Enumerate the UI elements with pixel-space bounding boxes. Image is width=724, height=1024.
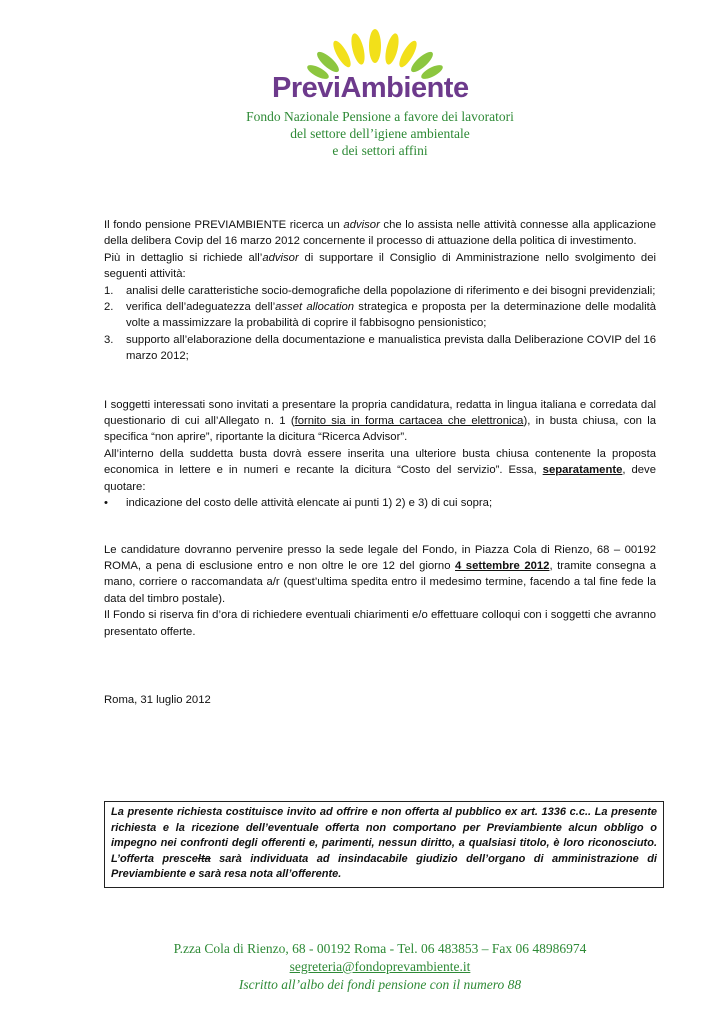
list-item: 2. verifica dell’adeguatezza dell’asset allocation strategica e proposta per la determinazione delle modalità volte a massimizzare la probabilità di coprire il fabbisogno pensionistico; <box>104 301 656 330</box>
cost-list <box>104 495 656 511</box>
footer-email-link[interactable]: segreteria@fondoprevambiente.it <box>289 959 471 974</box>
paragraph-submission: I soggetti interessati sono invitati a presentare la propria candidatura, redatta in lingua italiana e corredata dal questionario di cui all’Allegato n. 1 (fornito sia in forma cartacea che elettronica), in busta chiusa, con la specifica “non aprire”, riportante la dicitura “Ricerca Advisor”. <box>104 398 656 444</box>
footer <box>0 940 724 994</box>
paragraph-details: Più in dettaglio si richiede all’advisor di supportare il Consiglio di Amministrazione nello svolgimento dei seguenti attività: <box>104 251 656 281</box>
paragraph-reservation: Il Fondo si riserva fin d’ora di richiedere eventuali chiarimenti e/o effettuare colloqui con i soggetti che avranno presentato offerte. <box>104 609 656 638</box>
header-line-3: e dei settori affini <box>332 143 428 158</box>
header-line-2: del settore dell’igiene ambientale <box>290 126 470 141</box>
footer-register: Iscritto all’albo dei fondi pensione con il numero 88 <box>238 977 522 992</box>
disclaimer-box: La presente richiesta costituisce invito ad offrire e non offerta al pubblico ex art. 1336 c.c.. La presente richiesta e la ricezione dell’eventuale offerta non comportano per Previambiente alcun obbligo o impegno nei confronti degli offerenti e, parimenti, nessun diritto, a qualsiasi titolo, è loro riconosciuto. L’offerta prescelta sarà individuata ad insindacabile giudizio dell’organo di amministrazione di Previambiente e sarà resa nota all’offerente. <box>104 801 664 888</box>
list-item: • indicazione del costo delle attività elencate ai punti 1) 2) e 3) di cui sopra; <box>104 495 656 511</box>
list-item: 3. supporto all’elaborazione della documentazione e manualistica prevista dalla Deliberazione COVIP del 16 marzo 2012; <box>104 333 656 363</box>
date-line: Roma, 31 luglio 2012 <box>104 693 211 706</box>
organization-header <box>0 108 724 159</box>
list-item: 1. analisi delle caratteristiche socio-demografiche della popolazione di riferimento e dei bisogni previdenziali; <box>104 284 656 297</box>
bullet-icon: • <box>104 497 108 510</box>
paragraph-deadline: Le candidature dovranno pervenire presso la sede legale del Fondo, in Piazza Cola di Rienzo, 68 – 00192 ROMA, a pena di esclusione entro e non oltre le ore 12 del giorno 4 settembre 2012, tramite consegna a mano, corriere o raccomandata a/r (quest’ultima spedita entro il medesimo termine, facendo a tal fine fede la data del timbro postale). <box>104 543 656 605</box>
footer-address: P.zza Cola di Rienzo, 68 - 00192 Roma - Tel. 06 483853 – Fax 06 48986974 <box>173 941 587 956</box>
paragraph-intro: Il fondo pensione PREVIAMBIENTE ricerca un advisor che lo assista nelle attività connesse alla applicazione della delibera Covip del 16 marzo 2012 concernente il processo di attuazione della politica di investimento. <box>104 219 656 248</box>
logo-wordmark: PreviAmbiente <box>272 72 469 104</box>
letter-body <box>104 217 656 708</box>
activities-list <box>104 283 656 365</box>
header-line-1: Fondo Nazionale Pensione a favore dei lavoratori <box>246 109 514 124</box>
paragraph-economic-offer: All’interno della suddetta busta dovrà essere inserita una ulteriore busta chiusa contenente la proposta economica in lettere e in numeri e recante la dicitura “Costo del servizio”. Essa, separatamente, deve quotare: <box>104 447 656 493</box>
